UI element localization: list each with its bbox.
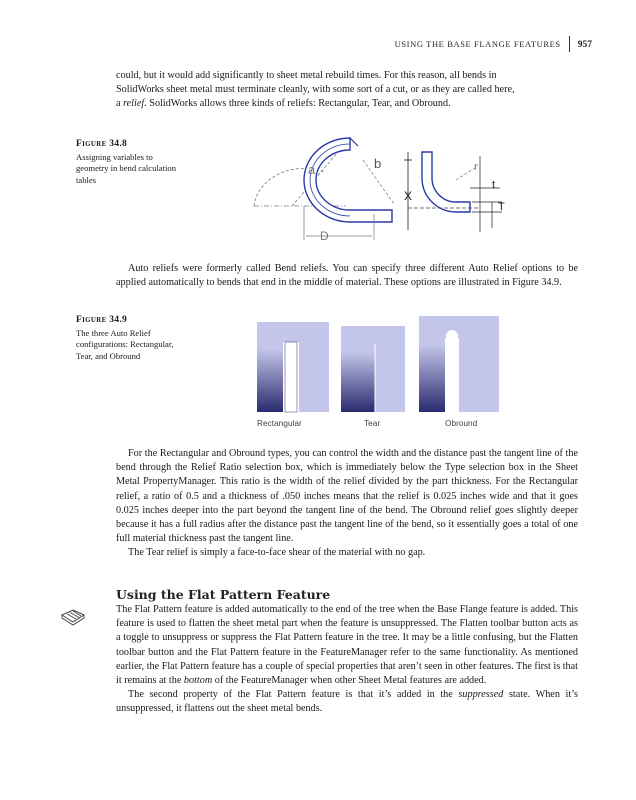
dim-label-T: T bbox=[498, 201, 505, 213]
intro-line-2: SolidWorks sheet metal must terminate cleanly, with some sort of a cut, or as they are called here, bbox=[116, 84, 515, 96]
relief-term: relief bbox=[123, 98, 145, 110]
auto-relief-figure bbox=[255, 314, 503, 414]
obround-bend-region bbox=[419, 316, 445, 412]
bend-end bbox=[350, 138, 358, 146]
figure-caption-text: Assigning variables to geometry in bend calculation tables bbox=[76, 151, 176, 185]
flat-pattern-paragraph bbox=[116, 603, 578, 717]
figure-label: Figure 34.8 bbox=[76, 139, 128, 149]
tear-bend-region bbox=[341, 326, 375, 412]
relief-types-paragraph bbox=[116, 447, 578, 561]
bend-geometry-figure bbox=[246, 132, 536, 244]
page-number: 957 bbox=[577, 39, 592, 50]
auto-relief-paragraph bbox=[116, 262, 578, 290]
flat-pattern-second-text: The second property of the Flat Pattern feature is that it’s added in the suppressed state. When it’s unsuppressed, it flattens out the sheet metal bends. bbox=[116, 689, 578, 715]
profile-part-outline bbox=[422, 152, 470, 212]
relief-tear bbox=[341, 326, 405, 412]
label-obround: Obround bbox=[445, 418, 478, 428]
figure-caption-text: The three Auto Relief configurations: Rectangular, Tear, and Obround bbox=[76, 327, 174, 361]
tear-flange bbox=[375, 326, 405, 412]
note-icon bbox=[60, 608, 86, 626]
intro-line-1: could, but it would add significantly to sheet metal rebuild times. For this reason, all bends in bbox=[116, 70, 497, 81]
figure-label: Figure 34.9 bbox=[76, 315, 128, 325]
section-heading: Using the Flat Pattern Feature bbox=[116, 587, 331, 602]
auto-relief-text: Auto reliefs were formerly called Bend reliefs. You can specify three different Auto Relief options to be applied automatically to bends that end in the middle of material. These options are illustrated in Figure 34.9. bbox=[116, 263, 578, 289]
relief-types-text: For the Rectangular and Obround types, you can control the width and the distance past the tangent line of the bend through the Relief Ratio selection box, which is immediately below the Type selection box in the Sheet Metal PropertyManager. This ratio is the width of the relief divided by the part thickness. For the Rectangular relief, a ratio of 0.5 and a thickness of .050 inches means that the relief is 0.025 inches wide and that it goes 0.025 inches deeper into the part beyond the tangent line of the bend. The Obround relief goes slightly deeper because it has a full radius after the distance past the tangent line of the bend, so it essentially goes a total of one full material thickness past the tangent line. bbox=[116, 448, 578, 545]
figure-34-9-caption bbox=[76, 315, 176, 362]
relief-rectangular bbox=[257, 322, 329, 412]
running-header bbox=[395, 37, 592, 53]
intro-paragraph bbox=[116, 69, 578, 112]
intro-line-3: a relief. SolidWorks allows three kinds of reliefs: Rectangular, Tear, and Obround. bbox=[116, 98, 451, 110]
label-tear: Tear bbox=[364, 418, 381, 428]
dim-label-r: r bbox=[474, 161, 478, 173]
dim-label-t: t bbox=[492, 179, 496, 191]
rect-top-strip bbox=[283, 322, 299, 342]
header-divider bbox=[569, 36, 570, 52]
tear-relief-text: The Tear relief is simply a face-to-face shear of the material with no gap. bbox=[128, 547, 426, 559]
header-title: USING THE BASE FLANGE FEATURES bbox=[394, 38, 561, 49]
dim-label-D: D bbox=[320, 229, 329, 243]
rect-bend-region bbox=[257, 322, 283, 412]
dim-label-a: a bbox=[308, 162, 316, 177]
rect-relief-cut bbox=[285, 342, 297, 412]
bent-part-outline bbox=[304, 138, 392, 222]
relief-obround bbox=[419, 316, 499, 412]
dim-label-b: b bbox=[374, 156, 382, 171]
dim-label-X: X bbox=[404, 189, 413, 203]
suppressed-term: suppressed bbox=[458, 689, 504, 701]
figure-34-8-caption bbox=[76, 139, 176, 186]
rect-flange bbox=[299, 322, 329, 412]
label-rectangular: Rectangular bbox=[257, 418, 302, 428]
obround-relief-cut bbox=[446, 330, 458, 412]
flat-pattern-text: The Flat Pattern feature is added automatically to the end of the tree when the Base Flange feature is added. This feature is used to flatten the sheet metal part when the feature is unsuppressed. The Flatten toolbar button acts as a toggle to unsuppress or suppress the Flat Pattern feature in the tree. It may be a little confusing, but the Flatten toolbar button and the Flat Pattern feature in the FeatureManager refer to the same functionality. As mentioned earlier, the Flat Pattern feature has a couple of special properties that aren’t seen in other features. The first is that it remains at the bottom of the FeatureManager when other Sheet Metal features are added. bbox=[116, 604, 578, 687]
bottom-term: bottom bbox=[183, 675, 213, 687]
obround-flange bbox=[459, 316, 499, 412]
